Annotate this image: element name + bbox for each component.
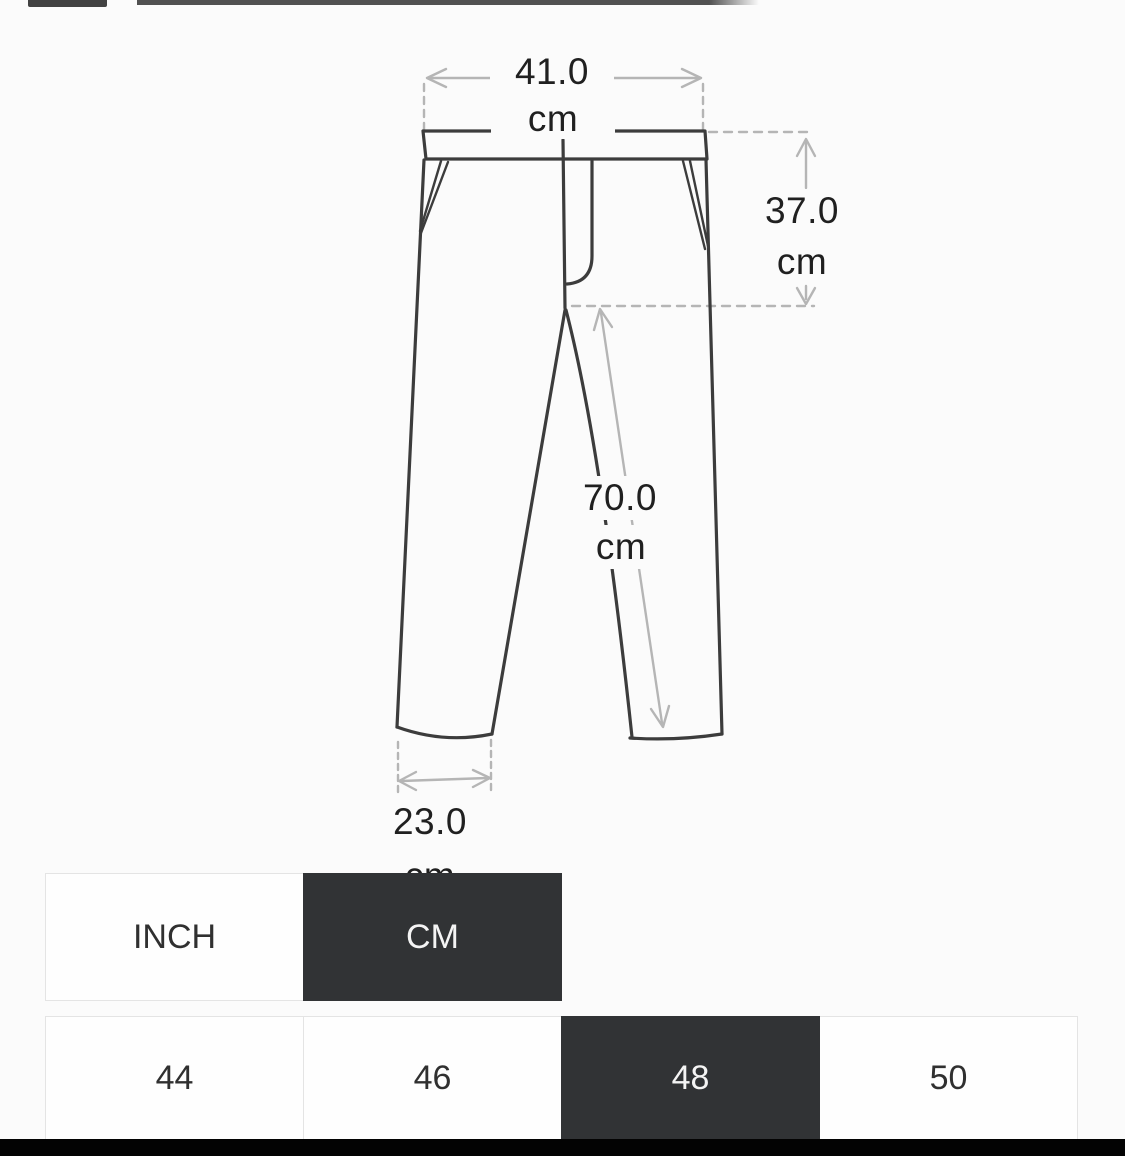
size-option-50[interactable]: 50: [819, 1016, 1078, 1141]
dimension-lines: [398, 69, 815, 793]
size-option-44[interactable]: 44: [45, 1016, 304, 1141]
cutoff-top-row-edge: [137, 0, 759, 5]
size-selector: [45, 1016, 1078, 1141]
cutoff-top-left-element: [28, 0, 107, 7]
leg-opening-value: 23.0: [368, 800, 492, 844]
right-inseam: [566, 310, 632, 737]
left-outseam: [397, 160, 424, 727]
leg-opening-arrow-line: [401, 778, 488, 781]
center-front-seam: [563, 140, 565, 308]
left-hem: [397, 727, 492, 738]
unit-toggle: [45, 873, 562, 1001]
unit-option-cm[interactable]: CM: [303, 873, 562, 1001]
bottom-bar: [0, 1139, 1125, 1156]
front-rise-value: 37.0: [740, 189, 864, 233]
size-option-48[interactable]: 48: [561, 1016, 820, 1141]
fly-stitch: [567, 161, 592, 284]
waist-width-value: 41.0: [490, 50, 614, 94]
size-option-46[interactable]: 46: [303, 1016, 562, 1141]
unit-option-inch[interactable]: INCH: [45, 873, 304, 1001]
inseam-unit: cm: [559, 525, 683, 569]
waist-width-unit: cm: [491, 99, 615, 139]
pants-outline: [397, 131, 722, 739]
left-pocket-line-2: [421, 162, 448, 233]
right-hem: [630, 734, 722, 739]
front-rise-unit: cm: [740, 240, 864, 284]
left-inseam: [492, 310, 565, 734]
inseam-value: 70.0: [558, 476, 682, 520]
